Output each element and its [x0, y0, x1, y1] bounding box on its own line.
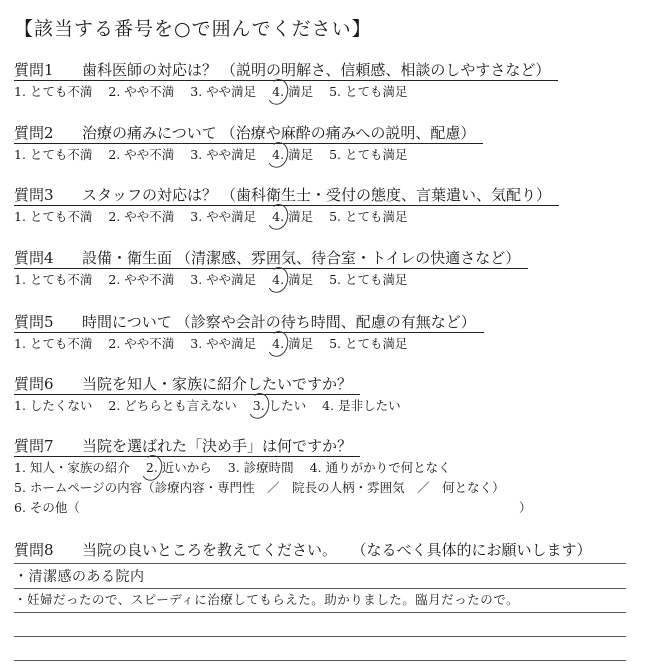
question-subtext: （診察や会計の待ち時間、配慮の有無など） — [175, 313, 476, 331]
answer-line — [14, 636, 626, 637]
option-5[interactable]: 5. とても満足 — [329, 84, 408, 99]
option-1[interactable]: 1. 知人・家族の紹介 — [14, 460, 130, 475]
question-heading — [14, 312, 484, 333]
question-heading — [14, 185, 559, 206]
option-2-selected[interactable]: 2. 近いから — [145, 460, 212, 475]
question-number: 質問7 — [14, 437, 54, 455]
question-number: 質問8 — [14, 541, 54, 559]
option-2[interactable]: 2. やや不満 — [108, 84, 175, 99]
option-2[interactable]: 2. やや不満 — [108, 272, 175, 287]
question-3 — [14, 185, 614, 226]
question-heading — [14, 60, 558, 81]
options-row-2 — [14, 479, 614, 497]
question-4 — [14, 248, 614, 289]
question-subtext: （なるべく具体的にお願いします） — [359, 541, 592, 559]
answer-line — [14, 563, 626, 564]
question-6 — [14, 374, 614, 415]
question-1 — [14, 60, 614, 101]
option-1[interactable]: 1. とても不満 — [14, 272, 93, 287]
option-1[interactable]: 1. とても不満 — [14, 336, 93, 351]
option-5[interactable]: 5. とても満足 — [329, 209, 408, 224]
option-4-selected[interactable]: 4. 満足 — [272, 272, 314, 287]
option-1[interactable]: 1. とても不満 — [14, 209, 93, 224]
page-title: 【該当する番号を○で囲んでください】 — [14, 18, 372, 40]
option-1[interactable]: 1. したくない — [14, 398, 93, 413]
question-number: 質問2 — [14, 124, 54, 142]
question-text: 歯科医師の対応は？ — [82, 61, 218, 79]
question-number: 質問3 — [14, 186, 54, 204]
question-text: 設備・衛生面 — [82, 249, 173, 267]
option-3[interactable]: 3. やや満足 — [190, 147, 257, 162]
answer-line — [14, 588, 626, 589]
answer-line — [14, 660, 626, 661]
question-subtext: （説明の明解さ、信頼感、相談のしやすさなど） — [221, 61, 551, 79]
option-2[interactable]: 2. やや不満 — [108, 147, 175, 162]
option-1[interactable]: 1. とても不満 — [14, 147, 93, 162]
option-3-selected[interactable]: 3. したい — [252, 398, 307, 413]
option-3[interactable]: 3. やや満足 — [190, 336, 257, 351]
question-text: 当院を選ばれた「決め手」は何ですか？ — [82, 437, 353, 455]
options-row-3 — [14, 499, 614, 517]
question-subtext: （歯科衛生士・受付の態度、言葉遣い、気配り） — [221, 186, 552, 204]
option-4[interactable]: 4. 通りがかりで何となく — [309, 460, 451, 475]
question-text: 時間について — [82, 313, 172, 331]
options-row — [14, 397, 614, 415]
question-7 — [14, 436, 614, 517]
question-text: スタッフの対応は？ — [82, 186, 218, 204]
option-3[interactable]: 3. やや満足 — [190, 84, 257, 99]
other-close-paren: ） — [519, 500, 532, 515]
question-heading — [14, 436, 360, 457]
option-3[interactable]: 3. やや満足 — [190, 209, 257, 224]
options-row — [14, 459, 614, 477]
option-5[interactable]: 5. とても満足 — [329, 147, 408, 162]
option-4-selected[interactable]: 4. 満足 — [272, 336, 314, 351]
option-4-selected[interactable]: 4. 満足 — [272, 84, 314, 99]
options-row — [14, 208, 614, 226]
option-2[interactable]: 2. やや不満 — [108, 336, 175, 351]
question-text: 治療の痛みについて — [82, 124, 217, 142]
option-5[interactable]: 5. とても満足 — [329, 272, 408, 287]
options-row — [14, 271, 614, 289]
question-heading — [14, 374, 360, 395]
question-number: 質問6 — [14, 375, 54, 393]
option-5[interactable]: 5. ホームページの内容（診療内容・専門性 ／ 院長の人柄・雰囲気 ／ 何となく） — [14, 480, 505, 495]
option-4-selected[interactable]: 4. 満足 — [272, 147, 314, 162]
question-number: 質問1 — [14, 61, 54, 79]
option-6-other[interactable]: 6. その他（ — [14, 500, 80, 515]
question-number: 質問5 — [14, 313, 54, 331]
options-row — [14, 335, 614, 353]
question-number: 質問4 — [14, 249, 54, 267]
answer-line — [14, 612, 626, 613]
option-5[interactable]: 5. とても満足 — [329, 336, 408, 351]
option-2[interactable]: 2. やや不満 — [108, 209, 175, 224]
question-subtext: （治療や麻酔の痛みへの説明、配慮） — [220, 124, 476, 142]
question-2 — [14, 123, 614, 164]
option-4-selected[interactable]: 4. 満足 — [272, 209, 314, 224]
option-3[interactable]: 3. 診療時間 — [227, 460, 294, 475]
handwritten-answer-1[interactable]: ・清潔感のある院内 — [14, 569, 145, 585]
question-5 — [14, 312, 614, 353]
question-8 — [14, 540, 614, 560]
question-text: 当院を知人・家族に紹介したいですか？ — [82, 375, 353, 393]
handwritten-answer-2[interactable]: ・妊婦だったので、スピーディに治療してもらえた。助かりました。臨月だったので。 — [14, 592, 520, 607]
question-heading — [14, 248, 528, 269]
question-text: 当院の良いところを教えてください。 — [82, 541, 338, 559]
question-subtext: （清潔感、雰囲気、待合室・トイレの快適さなど） — [176, 249, 521, 267]
option-1[interactable]: 1. とても不満 — [14, 84, 93, 99]
option-4[interactable]: 4. 是非したい — [322, 398, 401, 413]
question-heading — [14, 540, 600, 560]
option-2[interactable]: 2. どちらとも言えない — [108, 398, 237, 413]
option-3[interactable]: 3. やや満足 — [190, 272, 257, 287]
options-row — [14, 146, 614, 164]
question-heading — [14, 123, 483, 144]
options-row — [14, 83, 614, 101]
